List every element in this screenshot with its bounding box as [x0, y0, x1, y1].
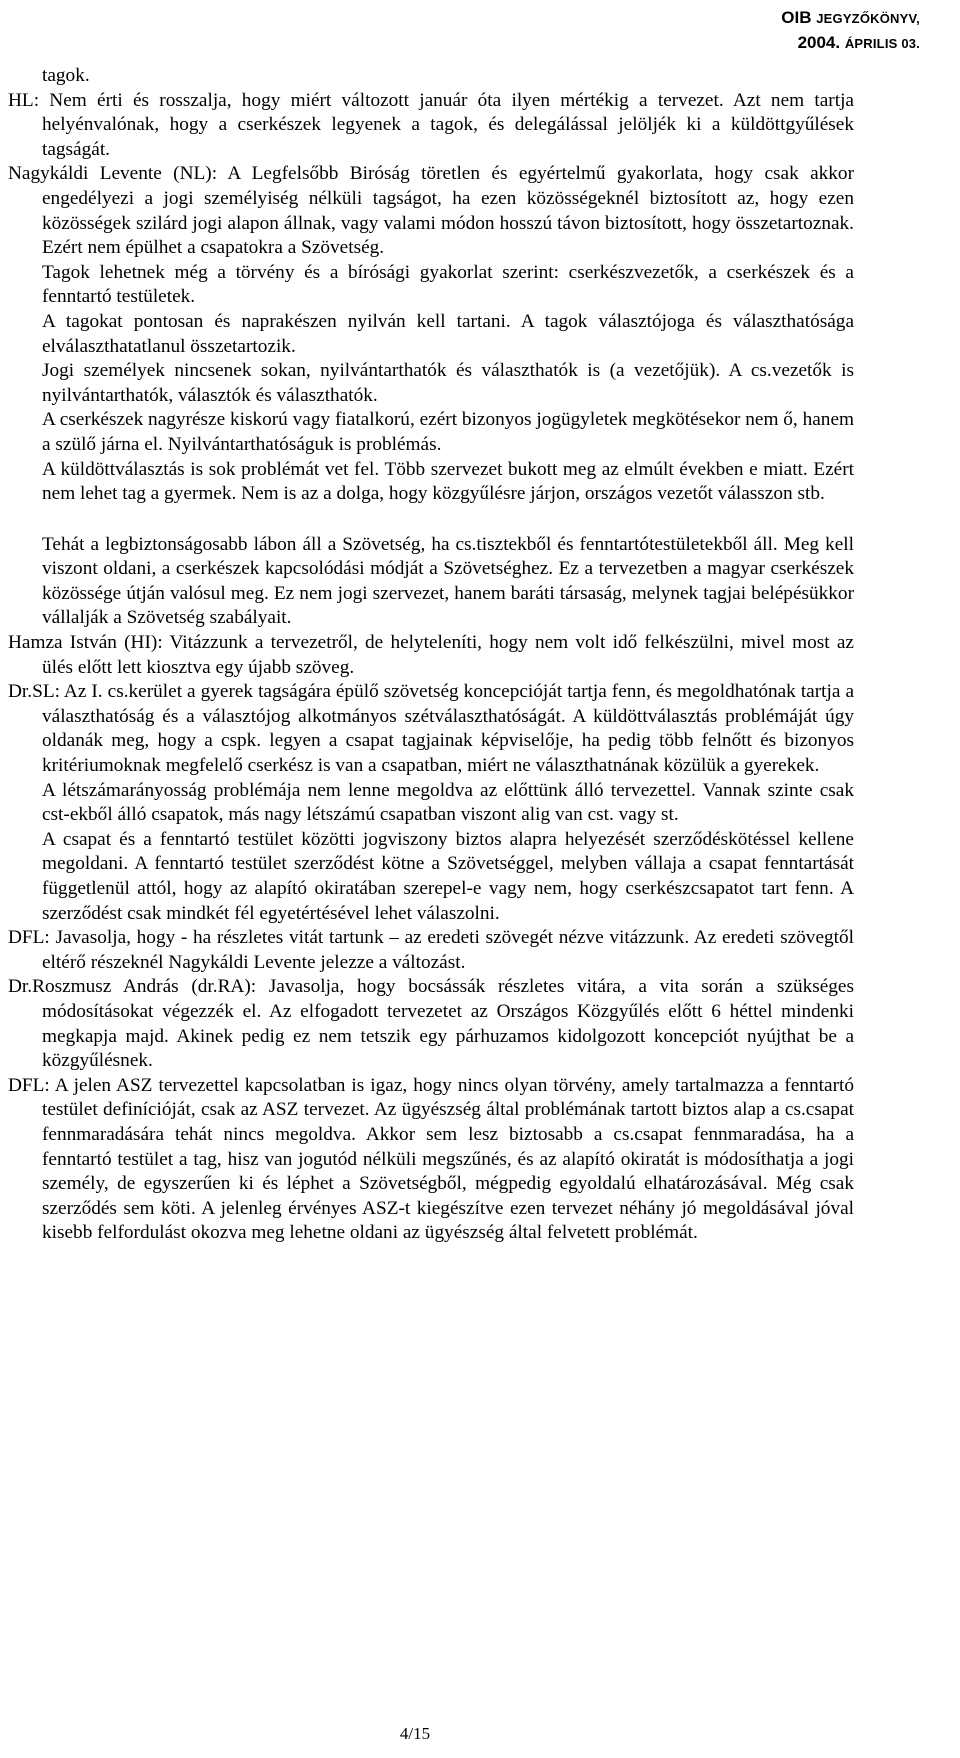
document-date [781, 31, 920, 56]
date-caps: ÁPRILIS 03. [844, 36, 920, 51]
paragraph: Hamza István (HI): Vitázzunk a tervezetről, de helyteleníti, hogy nem volt idő felkészülni, mivel most az ülés előtt lett kiosztva egy újabb szöveg. [8, 632, 854, 678]
paragraph: A csapat és a fenntartó testület közötti jogviszony biztos alapra helyezését szerződéskötéssel kellene megoldani. A fenntartó testület szerződést kötne a Szövetséggel, melyben vállaja a csapat fenntartását függetlenül attól, hogy az alapító okiratában szerepel-e vagy nem, hogy cserkészcsapatot tart fenn. A szerződést csak mindkét fél egyetértésével lehet válaszolni. [42, 828, 854, 924]
paragraph: DFL: A jelen ASZ tervezettel kapcsolatban is igaz, hogy nincs olyan törvény, amely tartalmazza a fenntartó testület definícióját, csak az ASZ tervezet. Az ügyészség által problémának tartott biztos alap a cs.csapat fennmaradására tehát nincs megoldva. Akkor sem lesz biztosabb a cs.csapat fennmaradása, ha a fenntartó testület a tag, hisz van jogutód nélküli megszűnés, és az alapító okiratát is módosíthatja a jogi személy, de egyszerűen ki és léphet a Szövetségből, mégpedig egyoldalú elhatározásával. Még csak szerződés sem köti. A jelenleg érvényes ASZ-t kiegészítve ezen tervezet néhány jó megoldásával jóval kisebb felfordulást okozva meg lehetne oldani az ügyészség által felvetett problémát. [8, 1074, 854, 1244]
title-caps: JEGYZŐKÖNYV, [816, 11, 920, 26]
title-prefix: OIB [781, 8, 817, 27]
paragraph: Dr.Roszmusz András (dr.RA): Javasolja, hogy bocsássák részletes vitára, a vita során a szükséges módosításokat végezzék el. Az elfogadott tervezetet az Országos Közgyűlés előtt 6 héttel mindenki megkapja majd. Akinek pedig ez nem tetszik egy párhuzamos kidolgozott koncepciót nyújthat be a közgyűlésnek. [8, 976, 854, 1072]
paragraph-gap [8, 507, 854, 533]
paragraph: DFL: Javasolja, hogy - ha részletes vitát tartunk – az eredeti szövegét nézve vitázzunk. Az eredeti szövegtől eltérő részeknél Nagykáldi Levente jelezze a változást. [8, 927, 854, 973]
paragraph: Nagykáldi Levente (NL): A Legfelsőbb Biróság töretlen és egyértelmű gyakorlata, hogy csak akkor engedélyezi a jogi személyiség nélküli tagságot, ha ezen közösségeknél biztosított az, hogy ezen közösségek szilárd jogi alapon állnak, vagy valami módon hosszú távon biztosított, hogy összetartoznak. Ezért nem épülhet a csapatokra a Szövetség. [8, 163, 854, 259]
page-header [781, 6, 920, 56]
paragraph: Tehát a legbiztonságosabb lábon áll a Szövetség, ha cs.tisztekből és fenntartótestületekből áll. Meg kell viszont oldani, a cserkészek kapcsolódási módját a Szövetséghez. Ez a tervezetben a magyar cserkészek közössége útján valósul meg. Ez nem jogi szervezet, hanem baráti társaság, melynek tagjai belépésükkor vállalják a Szövetség szabályait. [42, 533, 854, 629]
paragraph: A tagokat pontosan és naprakészen nyilván kell tartani. A tagok választójoga és választhatósága elválaszthatatlanul összetartozik. [42, 310, 854, 357]
paragraph: Jogi személyek nincsenek sokan, nyilvántarthatók és választhatók is (a vezetőjük). A cs.vezetők is nyilvántarthatók, választók és választhatók. [42, 360, 854, 406]
paragraph: A létszámarányosság problémája nem lenne megoldva az előttünk álló tervezettel. Vannak szinte csak cst-ekből álló csapatok, más nagy létszámú csapatban viszont alig van cst. vagy st. [42, 779, 854, 826]
paragraph: A cserkészek nagyrésze kiskorú vagy fiatalkorú, ezért bizonyos jogügyletek megkötésekor nem ő, hanem a szülő járna el. Nyilvántarthatóságuk is problémás. [42, 409, 854, 455]
page-number: 4/15 [399, 1724, 431, 1743]
paragraph: A küldöttválasztás is sok problémát vet fel. Több szervezet bukott meg az elmúlt években e miatt. Ezért nem lehet tag a gyermek. Nem is az a dolga, hogy közgyűlésre járjon, országos vezetőt válasszon stb. [42, 458, 854, 505]
paragraph: HL: Nem érti és rosszalja, hogy miért változott január óta ilyen mértékig a tervezet. Azt nem tartja helyénvalónak, hogy a cserkészek legyenek a tagok, és delegálással jelöljék ki a küldöttgyűlések tagságát. [8, 89, 854, 160]
document-title [781, 6, 920, 31]
date-prefix: 2004. [797, 33, 845, 52]
paragraph: Tagok lehetnek még a törvény és a bírósági gyakorlat szerint: cserkészvezetők, a cserkészek és a fenntartó testületek. [42, 261, 854, 308]
paragraph: tagok. [42, 65, 90, 86]
paragraph: Dr.SL: Az I. cs.kerület a gyerek tagságára épülő szövetség koncepcióját tartja fenn, és megoldhatónak tartja a választhatóság és a választójog alkotmányos szétválaszthatóságát. A küldöttválasztás problémáját úgy oldanák meg, hogy a cspk. legyen a csapat tagjainak képviselője, ha pedig több felnőtt és bizonyos kritériumoknak megfelelő cserkész is van a csapatban, miért ne választhatnának közülük a gyerekek. [8, 681, 854, 777]
document-body [8, 64, 854, 1246]
